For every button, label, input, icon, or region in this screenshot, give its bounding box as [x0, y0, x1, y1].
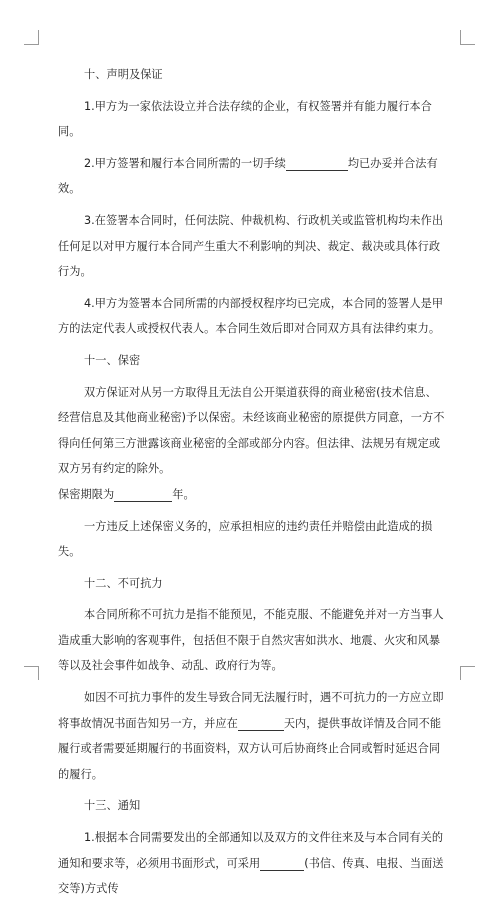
- paragraph: [58, 151, 446, 202]
- paragraph-text: 天内，提供事故详情及合同不能履行或者需要延期履行的书面资料，双方认可后协商终止合同或暂时延迟合同的履行。: [58, 716, 442, 781]
- section-heading: 十一、保密: [84, 353, 141, 367]
- paragraph: 1.甲方为一家依法设立并合法存续的企业，有权签署并有能力履行本合同。: [58, 99, 432, 139]
- paragraph-text: 年。: [172, 487, 195, 501]
- section-heading: 十三、通知: [84, 799, 141, 813]
- crop-mark-bottom-left: [24, 666, 39, 667]
- paragraph: 本合同所称不可抗力是指不能预见，不能克服、不能避免并对一方当事人造成重大影响的客观事件，包括但不限于自然灾害如洪水、地震、火灾和风暴等以及社会事件如战争、动乱、政府行为等。: [58, 608, 444, 673]
- section-heading: 十、声明及保证: [84, 68, 163, 81]
- paragraph: 一方违反上述保密义务的，应承担相应的违约责任并赔偿由此造成的损失。: [58, 519, 433, 559]
- crop-mark-top-right: [460, 44, 475, 45]
- section-heading: 十二、不可抗力: [84, 576, 163, 590]
- fill-in-blank[interactable]: [286, 155, 348, 171]
- paragraph: 4.甲方为签署本合同所需的内部授权程序均已完成，本合同的签署人是甲方的法定代表人或授权代表人。本合同生效后即对合同双方具有法律约束力。: [58, 296, 444, 336]
- fill-in-blank[interactable]: [238, 715, 284, 731]
- paragraph-text: 1.根据本合同需要发出的全部通知以及双方的文件往来及与本合同有关的通知和要求等，必须用书面形式，可采用: [58, 831, 444, 870]
- contract-document: [58, 62, 446, 902]
- paragraph: [58, 482, 446, 508]
- paragraph: [58, 685, 446, 787]
- crop-mark-top-right: [460, 30, 461, 44]
- paragraph-text: 2.甲方签署和履行本合同所需的一切手续: [84, 156, 286, 170]
- crop-mark-bottom-left: [38, 666, 39, 680]
- fill-in-blank[interactable]: [260, 855, 304, 871]
- crop-mark-top-left: [24, 44, 39, 45]
- crop-mark-bottom-right: [460, 666, 475, 667]
- crop-mark-top-left: [38, 30, 39, 44]
- paragraph: 双方保证对从另一方取得且无法自公开渠道获得的商业秘密(技术信息、经营信息及其他商业秘密)予以保密。未经该商业秘密的原提供方同意，一方不得向任何第三方泄露该商业秘密的全部或部分内容。但法律、法规另有规定或双方另有约定的除外。: [58, 385, 445, 476]
- paragraph-text: 均已办妥并合法有效。: [58, 156, 438, 196]
- paragraph: [58, 825, 446, 902]
- fill-in-blank[interactable]: [114, 486, 172, 502]
- paragraph-text: 保密期限为: [58, 487, 115, 501]
- crop-mark-bottom-right: [460, 666, 461, 680]
- paragraph: 3.在签署本合同时，任何法院、仲裁机构、行政机关或监管机构均未作出任何足以对甲方履行本合同产生重大不利影响的判决、裁定、裁决或具体行政行为。: [58, 213, 444, 279]
- paragraph-text: (书信、传真、电报、当面送交等)方式传: [58, 856, 444, 896]
- paragraph-text: 如因不可抗力事件的发生导致合同无法履行时，遇不可抗力的一方应立即将事故情况书面告知另一方，并应在: [58, 691, 444, 730]
